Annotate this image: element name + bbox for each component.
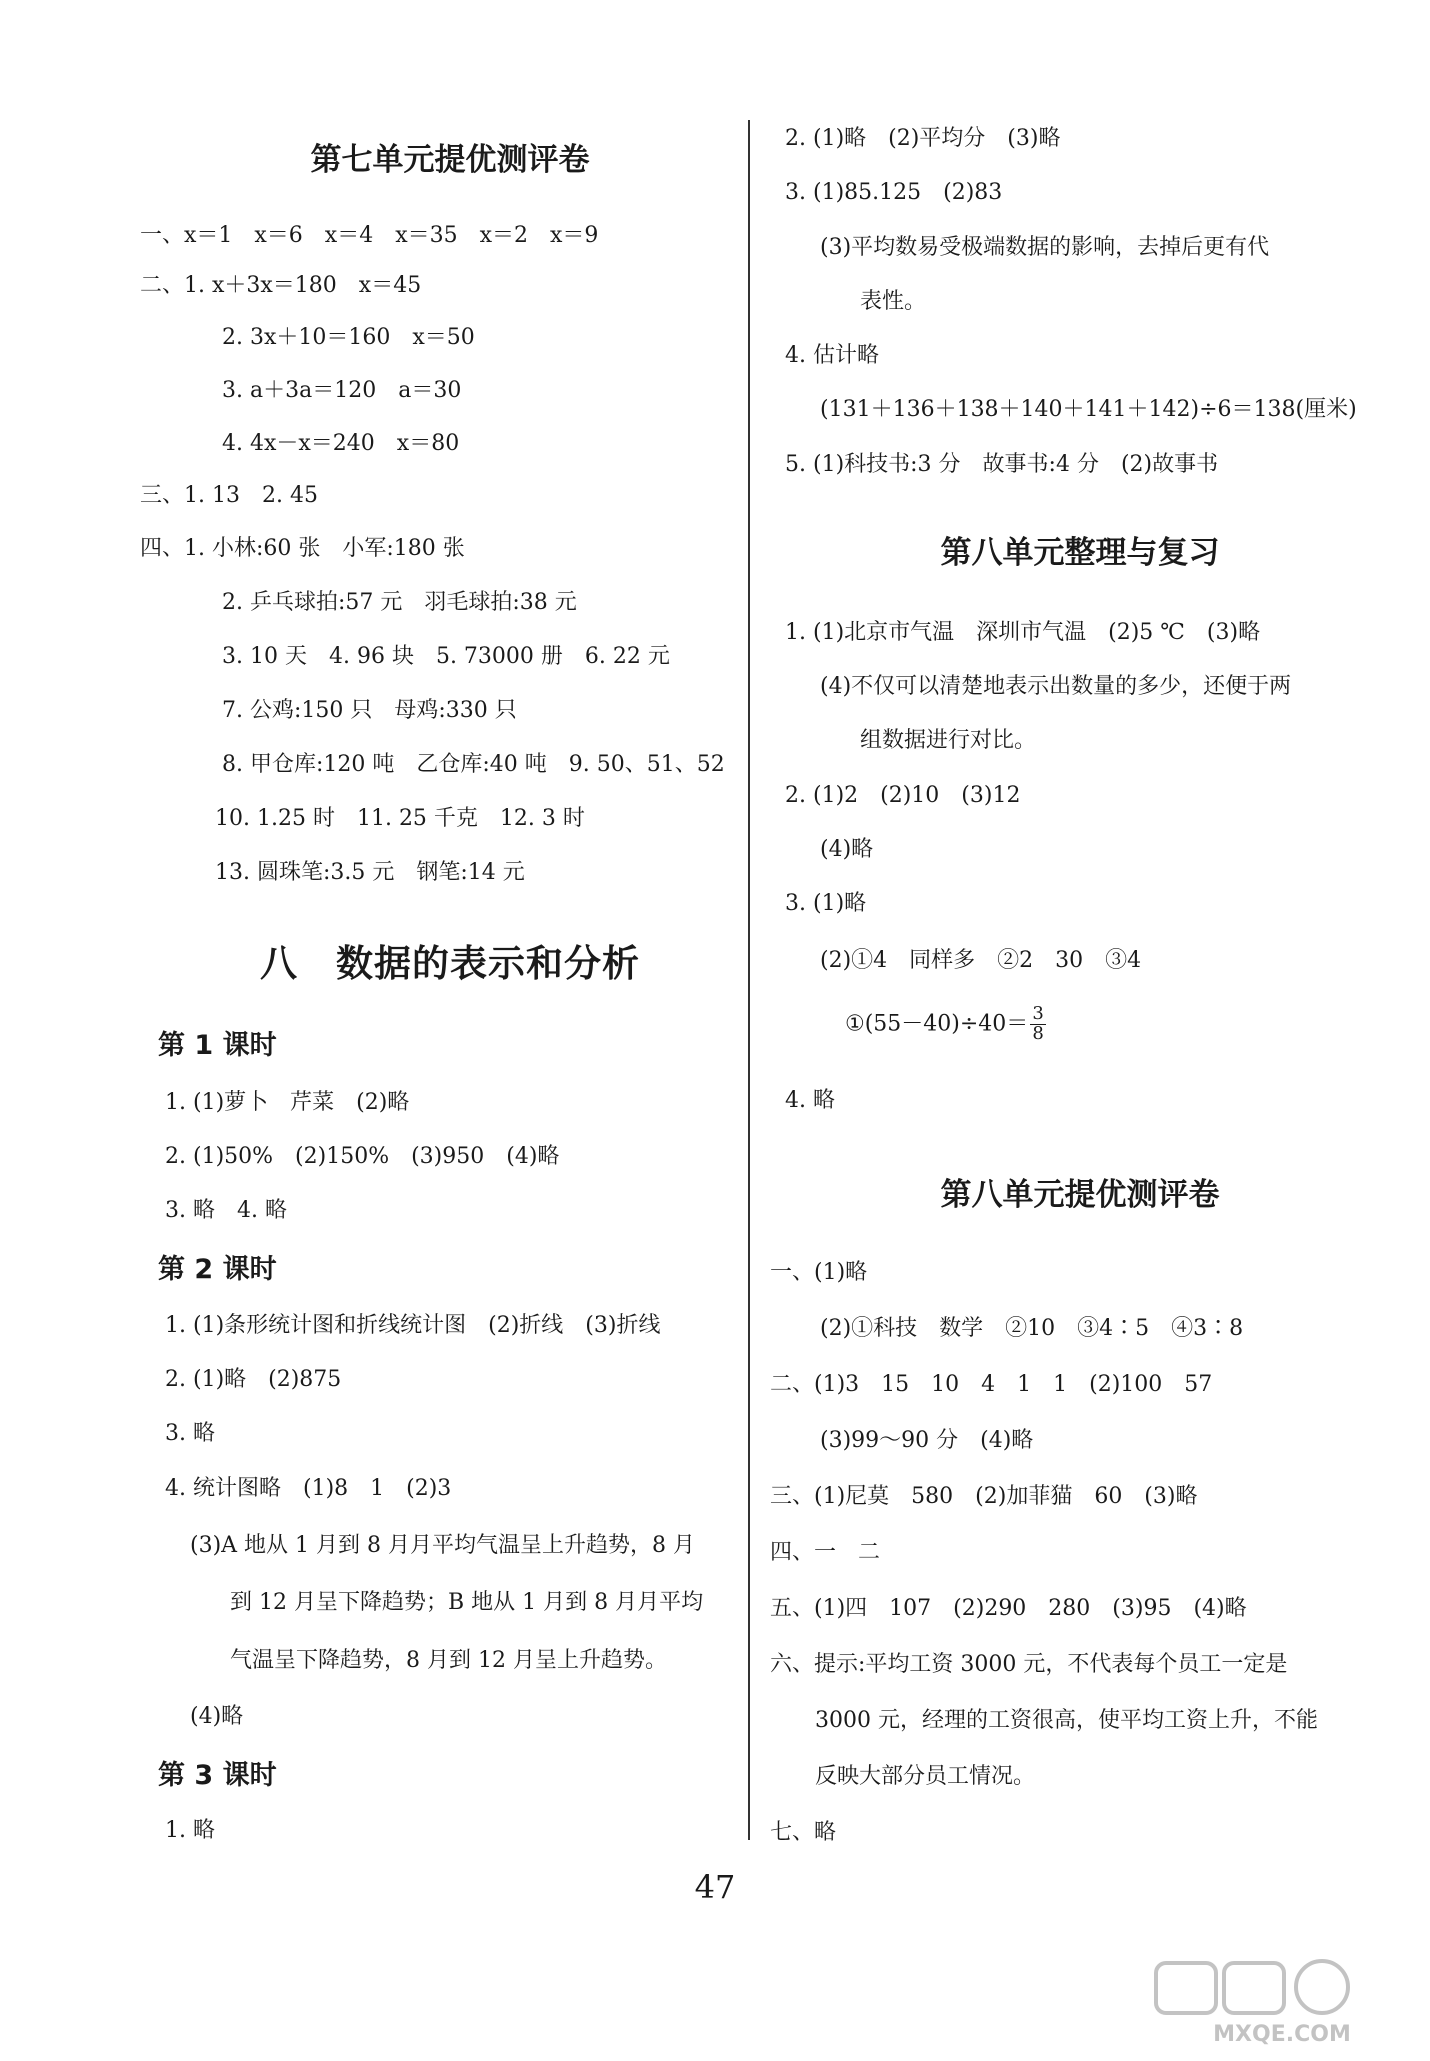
review-line: 4. 略	[785, 1088, 835, 1113]
test-line: (2)①科技 数学 ②10 ③4∶5 ④3∶8	[820, 1316, 1244, 1341]
right-top-line: 5. (1)科技书:3 分 故事书:4 分 (2)故事书	[785, 452, 1219, 477]
test-line: 3000 元，经理的工资很高，使平均工资上升，不能	[815, 1708, 1318, 1733]
lesson1-title: 第 1 课时	[158, 1030, 277, 1061]
lesson2-line: 3. 略	[165, 1421, 215, 1446]
lesson2-line: (3)A 地从 1 月到 8 月月平均气温呈上升趋势，8 月	[190, 1533, 696, 1558]
chapter8-title: 八 数据的表示和分析	[260, 942, 640, 985]
fraction-denominator: 8	[1032, 1022, 1044, 1044]
review-line: (4)不仅可以清楚地表示出数量的多少，还便于两	[820, 674, 1292, 699]
lesson2-line: 到 12 月呈下降趋势；B 地从 1 月到 8 月月平均	[230, 1590, 704, 1615]
fraction-prefix: ①(55－40)÷40＝	[845, 1011, 1029, 1037]
right-top-line: (131＋136＋138＋140＋141＋142)÷6＝138(厘米)	[820, 397, 1357, 422]
review-line: 2. (1)2 (2)10 (3)12	[785, 783, 1021, 808]
lesson1-line: 1. (1)萝卜 芹菜 (2)略	[165, 1090, 410, 1115]
lesson2-line: (4)略	[190, 1704, 244, 1729]
lesson3-line: 1. 略	[165, 1818, 215, 1843]
lesson2-line: 2. (1)略 (2)875	[165, 1367, 342, 1392]
review-line: 组数据进行对比。	[860, 728, 1037, 753]
test-line: 一、(1)略	[770, 1260, 868, 1285]
unit7-line: 3. 10 天 4. 96 块 5. 73000 册 6. 22 元	[222, 644, 670, 669]
lesson2-line: 气温呈下降趋势，8 月到 12 月呈上升趋势。	[230, 1648, 667, 1673]
lesson2-line: 4. 统计图略 (1)8 1 (2)3	[165, 1476, 452, 1501]
unit8-review-title: 第八单元整理与复习	[940, 535, 1220, 571]
unit7-line: 二、1. x＋3x＝180 x＝45	[140, 273, 422, 298]
test-line: 反映大部分员工情况。	[815, 1764, 1036, 1789]
test-line: 六、提示:平均工资 3000 元，不代表每个员工一定是	[770, 1652, 1288, 1677]
test-line: 二、(1)3 15 10 4 1 1 (2)100 57	[770, 1372, 1213, 1397]
review-line: 3. (1)略	[785, 891, 867, 916]
unit7-line: 3. a＋3a＝120 a＝30	[222, 378, 462, 403]
unit7-line: 13. 圆珠笔:3.5 元 钢笔:14 元	[215, 860, 525, 885]
test-line: 五、(1)四 107 (2)290 280 (3)95 (4)略	[770, 1596, 1247, 1621]
right-top-line: 表性。	[860, 289, 927, 314]
watermark-logo	[1152, 1957, 1412, 2047]
test-line: 三、(1)尼莫 580 (2)加菲猫 60 (3)略	[770, 1484, 1198, 1509]
unit7-line: 8. 甲仓库:120 吨 乙仓库:40 吨 9. 50、51、52	[222, 752, 725, 777]
unit7-line: 四、1. 小林:60 张 小军:180 张	[140, 536, 465, 561]
review-fraction-line	[845, 1005, 1046, 1044]
lesson2-title: 第 2 课时	[158, 1254, 277, 1285]
unit7-line: 4. 4x－x＝240 x＝80	[222, 431, 460, 456]
unit7-title: 第七单元提优测评卷	[310, 142, 590, 178]
lesson1-line: 3. 略 4. 略	[165, 1198, 287, 1223]
right-top-line: 4. 估计略	[785, 343, 879, 368]
right-top-line: 3. (1)85.125 (2)83	[785, 180, 1003, 205]
lesson1-line: 2. (1)50% (2)150% (3)950 (4)略	[165, 1144, 560, 1169]
review-line: (2)①4 同样多 ②2 30 ③4	[820, 948, 1142, 973]
unit7-line: 7. 公鸡:150 只 母鸡:330 只	[222, 698, 517, 723]
test-line: 七、略	[770, 1820, 837, 1845]
column-divider	[748, 120, 750, 1840]
watermark-text: MXQE.COM	[1213, 2022, 1351, 2047]
unit8-test-title: 第八单元提优测评卷	[940, 1177, 1220, 1213]
test-line: 四、一 二	[770, 1540, 881, 1565]
unit7-line: 2. 3x＋10＝160 x＝50	[222, 325, 475, 350]
test-line: (3)99～90 分 (4)略	[820, 1428, 1034, 1453]
fraction	[1030, 1005, 1045, 1044]
review-line: (4)略	[820, 837, 874, 862]
lesson3-title: 第 3 课时	[158, 1760, 277, 1791]
lesson2-line: 1. (1)条形统计图和折线统计图 (2)折线 (3)折线	[165, 1313, 661, 1338]
unit7-line: 一、x＝1 x＝6 x＝4 x＝35 x＝2 x＝9	[140, 223, 599, 248]
unit7-line: 2. 乒乓球拍:57 元 羽毛球拍:38 元	[222, 590, 577, 615]
review-line: 1. (1)北京市气温 深圳市气温 (2)5 ℃ (3)略	[785, 620, 1261, 645]
right-top-line: (3)平均数易受极端数据的影响，去掉后更有代	[820, 235, 1270, 260]
right-top-line: 2. (1)略 (2)平均分 (3)略	[785, 126, 1061, 151]
page-number: 47	[694, 1868, 736, 1906]
unit7-line: 三、1. 13 2. 45	[140, 483, 318, 508]
unit7-line: 10. 1.25 时 11. 25 千克 12. 3 时	[215, 806, 585, 831]
fraction-numerator: 3	[1032, 1003, 1044, 1024]
